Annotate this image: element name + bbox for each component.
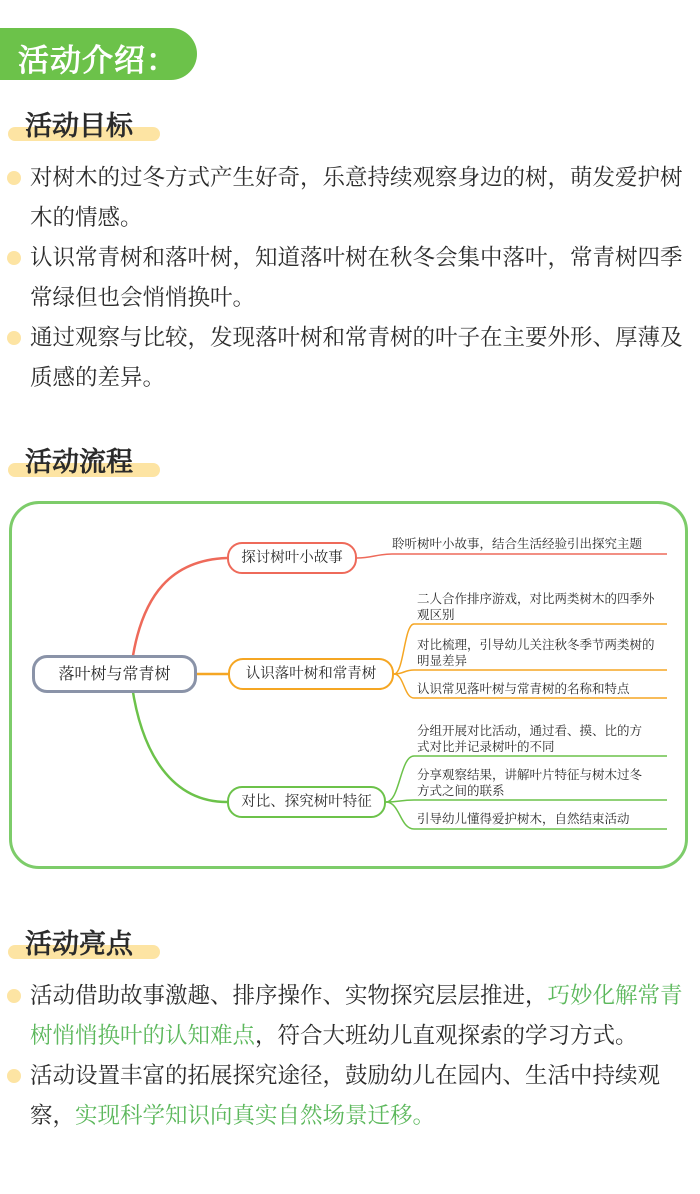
- process-mindmap: [9, 501, 688, 869]
- highlights-title: 活动亮点: [25, 929, 133, 960]
- highlight-emphasis: 巧妙化解常青树悄悄换叶的认知难点: [30, 983, 683, 1049]
- goal-item: 通过观察与比较，发现落叶树和常青树的叶子在主要外形、厚薄及质感的差异。: [0, 318, 700, 398]
- bullet-dot-icon: [7, 1069, 21, 1083]
- branch-node-story: 探讨树叶小故事: [227, 542, 357, 574]
- connector-leaf-3-2: [386, 800, 667, 802]
- bullet-dot-icon: [7, 171, 21, 185]
- page-title: 活动介绍：: [18, 43, 178, 79]
- leaf-compare-2: 分享观察结果，讲解叶片特征与树木过冬方式之间的联系: [417, 767, 643, 798]
- bullet-dot-icon: [7, 251, 21, 265]
- bullet-dot-icon: [7, 331, 21, 345]
- mindmap-root-node: 落叶树与常青树: [32, 655, 197, 693]
- connector-branch-1: [132, 558, 227, 662]
- highlight-emphasis: 实现科学知识向真实自然场景迁移。: [75, 1103, 436, 1129]
- highlight-item: 活动借助故事激趣、排序操作、实物探究层层推进，巧妙化解常青树悄悄换叶的认知难点，符合大班幼儿直观探索的学习方式。: [0, 976, 700, 1056]
- branch-node-recognize: 认识落叶树和常青树: [228, 658, 394, 690]
- highlight-item: 活动设置丰富的拓展探究途径，鼓励幼儿在园内、生活中持续观察，实现科学知识向真实自然场景迁移。: [0, 1056, 700, 1136]
- connector-branch-3: [132, 686, 227, 802]
- section-header-pill: [0, 28, 197, 80]
- highlights-list: [0, 976, 700, 1136]
- process-title: 活动流程: [25, 447, 133, 478]
- leaf-recognize-2: 对比梳理，引导幼儿关注秋冬季节两类树的明显差异: [417, 637, 655, 668]
- leaf-story-1: 聆听树叶小故事，结合生活经验引出探究主题: [392, 536, 643, 551]
- goal-item: 对树木的过冬方式产生好奇，乐意持续观察身边的树，萌发爱护树木的情感。: [0, 158, 700, 238]
- goals-title: 活动目标: [25, 111, 133, 142]
- leaf-compare-3: 引导幼儿懂得爱护树木，自然结束活动: [417, 811, 630, 826]
- leaf-compare-1: 分组开展对比活动，通过看、摸、比的方式对比并记录树叶的不同: [417, 723, 643, 754]
- goals-list: [0, 158, 700, 398]
- connector-leaf-1-1: [357, 554, 667, 558]
- goal-item: 认识常青树和落叶树，知道落叶树在秋冬会集中落叶，常青树四季常绿但也会悄悄换叶。: [0, 238, 700, 318]
- leaf-recognize-1: 二人合作排序游戏，对比两类树木的四季外观区别: [417, 591, 655, 622]
- connector-leaf-2-2: [394, 670, 667, 674]
- leaf-recognize-3: 认识常见落叶树与常青树的名称和特点: [417, 681, 630, 696]
- branch-node-compare: 对比、探究树叶特征: [227, 786, 386, 818]
- bullet-dot-icon: [7, 989, 21, 1003]
